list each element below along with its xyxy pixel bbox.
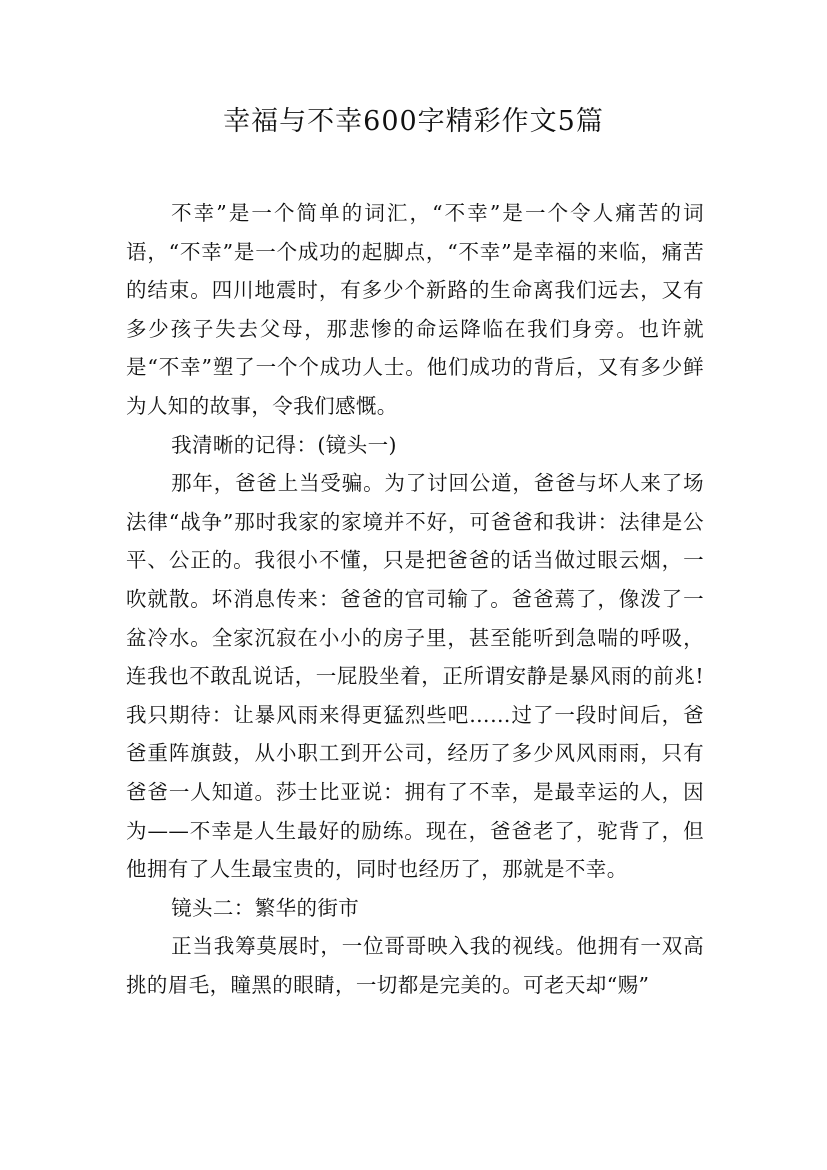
paragraph-scene-two: 正当我筹莫展时，一位哥哥映入我的视线。他拥有一双高挑的眉毛，瞳黑的眼睛，一切都是完美的。可老天却“赐” xyxy=(126,934,704,997)
document-title: 幸福与不幸600字精彩作文5篇 xyxy=(223,106,604,137)
paragraph-scene-two-heading: 镜头二：繁华的街市 xyxy=(171,895,360,920)
paragraph-intro: 不幸”是一个简单的词汇，“不幸”是一个令人痛苦的词语，“不幸”是一个成功的起脚点，“不幸”是幸福的来临，痛苦的结束。四川地震时，有多少个新路的生命离我们远去，又有多少孩子失去父母，那悲惨的命运降临在我们身旁。也许就是“不幸”塑了一个个成功人士。他们成功的背后，又有多少鲜为人知的故事，令我们感慨。 xyxy=(126,201,704,418)
paragraph-scene-one: 那年，爸爸上当受骗。为了讨回公道，爸爸与坏人来了场法律“战争”那时我家的家境并不好，可爸爸和我讲：法律是公平、公正的。我很小不懂，只是把爸爸的话当做过眼云烟，一吹就散。坏消息传来：爸爸的官司输了。爸爸蔫了，像泼了一盆冷水。全家沉寂在小小的房子里，甚至能听到急喘的呼吸，连我也不敢乱说话，一屁股坐着，正所谓安静是暴风雨的前兆!我只期待：让暴风雨来得更猛烈些吧……过了一段时间后，爸爸重阵旗鼓，从小职工到开公司，经历了多少风风雨雨，只有爸爸一人知道。莎士比亚说：拥有了不幸，是最幸运的人，因为——不幸是人生最好的励练。现在，爸爸老了，驼背了，但他拥有了人生最宝贵的，同时也经历了，那就是不幸。 xyxy=(126,471,704,882)
paragraph-scene-one-heading: 我清晰的记得：(镜头一) xyxy=(171,432,397,457)
document-body xyxy=(126,194,704,1004)
